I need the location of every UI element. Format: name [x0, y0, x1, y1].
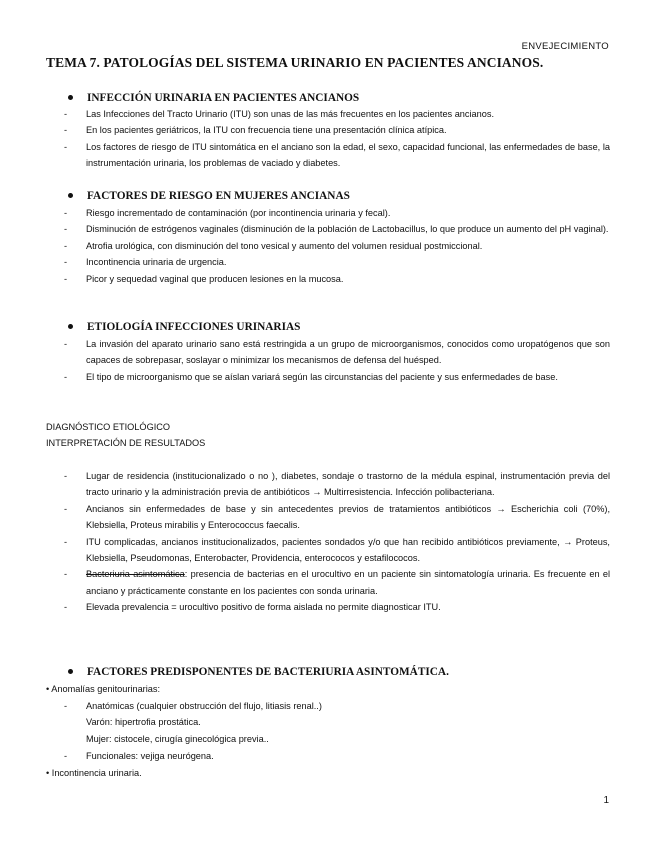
section-heading-text: ETIOLOGÍA INFECCIONES URINARIAS [87, 321, 301, 333]
list-item: - La invasión del aparato urinario sano está restringida a un grupo de microorganismos, conocidos como uropatógenos que son capaces de sobrepasar, soslayar o minimizar los mecanismos de defensa del huésped. [64, 336, 610, 369]
list-item: - Disminución de estrógenos vaginales (disminución de la población de Lactobacillus, lo que produce un aumento del pH vaginal). [64, 221, 610, 237]
list-item: - Picor y sequedad vaginal que producen lesiones en la mucosa. [64, 271, 610, 287]
section-heading-text: FACTORES DE RIESGO EN MUJERES ANCIANAS [87, 190, 350, 202]
list-item: - ITU complicadas, ancianos institucionalizados, pacientes sondados y/o que han recibido antibióticos previamente, → Proteus, Klebsiella, Pseudomonas, Enterobacter, Providencia, enterococos y estafilococos. [64, 534, 610, 567]
page-number: 1 [603, 795, 609, 806]
list-item: - Incontinencia urinaria de urgencia. [64, 254, 610, 270]
varon-line: Varón: hipertrofia prostática. [86, 717, 201, 727]
running-header: ENVEJECIMIENTO [521, 41, 609, 52]
section-heading-factores-riesgo [68, 190, 350, 202]
list-item-bacteriuria [64, 566, 610, 599]
list-item: - Elevada prevalencia = urocultivo positivo de forma aislada no permite diagnosticar ITU. [64, 599, 610, 615]
list-item: - En los pacientes geriátricos, la ITU con frecuencia tiene una presentación clínica atípica. [64, 122, 610, 138]
bullet-dot-icon [68, 193, 73, 198]
list-item: - Las Infecciones del Tracto Urinario (ITU) son unas de las más frecuentes en los pacientes ancianos. [64, 106, 610, 122]
list-item: - Lugar de residencia (institucionalizado o no ), diabetes, sondaje o trastorno de la médula espinal, instrumentación previa del tracto urinario y la administración previa de antibióticos → Multirresistencia. Infección polibacteriana. [64, 468, 610, 501]
anatomicas-line: Anatómicas (cualquier obstrucción del flujo, litiasis renal..) [86, 701, 322, 711]
bullet-dot-icon [68, 95, 73, 100]
section-heading-infeccion [68, 92, 359, 104]
document-title: TEMA 7. PATOLOGÍAS DEL SISTEMA URINARIO EN PACIENTES ANCIANOS. [46, 55, 544, 70]
anomalias-line: • Anomalías genitourinarias: [46, 684, 161, 694]
dash-icon: - [64, 701, 68, 711]
section-heading-text: FACTORES PREDISPONENTES DE BACTERIURIA ASINTOMÁTICA. [87, 666, 449, 678]
interpretacion-heading: INTERPRETACIÓN DE RESULTADOS [46, 438, 206, 448]
dash-icon: - [64, 751, 68, 761]
incontinencia-line: • Incontinencia urinaria. [46, 768, 142, 778]
list-item: - Atrofia urológica, con disminución del tono vesical y aumento del volumen residual postmiccional. [64, 238, 610, 254]
bacteriuria-definition: : presencia de bacterias en el urocultivo en un paciente sin sintomatología urinaria. Es frecuente en el anciano y prácticamente constante en los pacientes con sonda urinaria. [86, 569, 610, 596]
diagnostico-heading: DIAGNÓSTICO ETIOLÓGICO [46, 422, 171, 432]
section-heading-etiologia [68, 321, 300, 333]
bacteriuria-term: Bacteriuria asintomática [86, 569, 185, 580]
list-item: - Ancianos sin enfermedades de base y sin antecedentes previos de tratamientos antibióticos → Escherichia coli (70%), Klebsiella, Proteus mirabilis y Enterococcus faecalis. [64, 501, 610, 534]
list-item: - Riesgo incrementado de contaminación (por incontinencia urinaria y fecal). [64, 205, 610, 221]
etiologia-list [64, 336, 610, 385]
diagnostico-list [64, 468, 610, 616]
list-item: - El tipo de microorganismo que se aíslan variará según las circunstancias del paciente y sus enfermedades de base. [64, 369, 610, 385]
funcionales-line: Funcionales: vejiga neurógena. [86, 751, 214, 761]
list-item: - Los factores de riesgo de ITU sintomática en el anciano son la edad, el sexo, capacidad funcional, las enfermedades de base, la instrumentación urinaria, los problemas de vaciado y diabetes. [64, 139, 610, 172]
bullet-dot-icon [68, 324, 73, 329]
section-heading-predisponentes [68, 666, 449, 678]
infeccion-list [64, 106, 610, 172]
bullet-dot-icon [68, 669, 73, 674]
factores-riesgo-list [64, 205, 610, 287]
section-heading-text: INFECCIÓN URINARIA EN PACIENTES ANCIANOS [87, 92, 360, 104]
mujer-line: Mujer: cistocele, cirugía ginecológica previa.. [86, 734, 269, 744]
